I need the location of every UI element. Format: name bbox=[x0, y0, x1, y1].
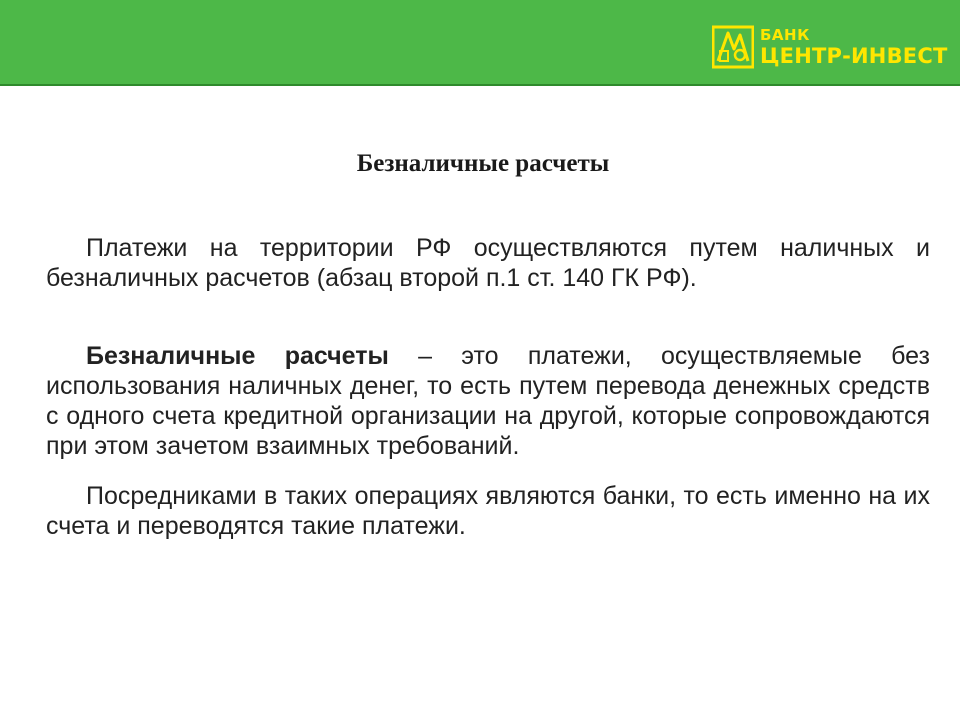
slide-title: Безналичные расчеты bbox=[356, 150, 610, 177]
slide-body bbox=[46, 233, 930, 541]
definition-text: – это платежи, осуществляемые без использования наличных денег, то есть путем перевода денежных средств с одного счета кредитной организации на другой, которые сопровождаются при этом зачетом взаимных требований. bbox=[46, 342, 930, 460]
bank-logo bbox=[712, 22, 947, 72]
bank-logo-icon bbox=[712, 25, 754, 69]
definition-term: Безналичные расчеты bbox=[86, 342, 389, 370]
bank-name bbox=[760, 25, 948, 68]
bank-name-line1: БАНК bbox=[760, 25, 810, 44]
header-bar bbox=[0, 0, 960, 86]
bank-name-line2: ЦЕНТР-ИНВЕСТ bbox=[760, 43, 948, 68]
paragraph-definition bbox=[46, 341, 930, 461]
paragraph-intermediaries: Посредниками в таких операциях являются банки, то есть именно на их счета и переводятся такие платежи. bbox=[46, 482, 930, 540]
paragraph-payments: Платежи на территории РФ осуществляются путем наличных и безналичных расчетов (абзац второй п.1 ст. 140 ГК РФ). bbox=[46, 234, 930, 292]
